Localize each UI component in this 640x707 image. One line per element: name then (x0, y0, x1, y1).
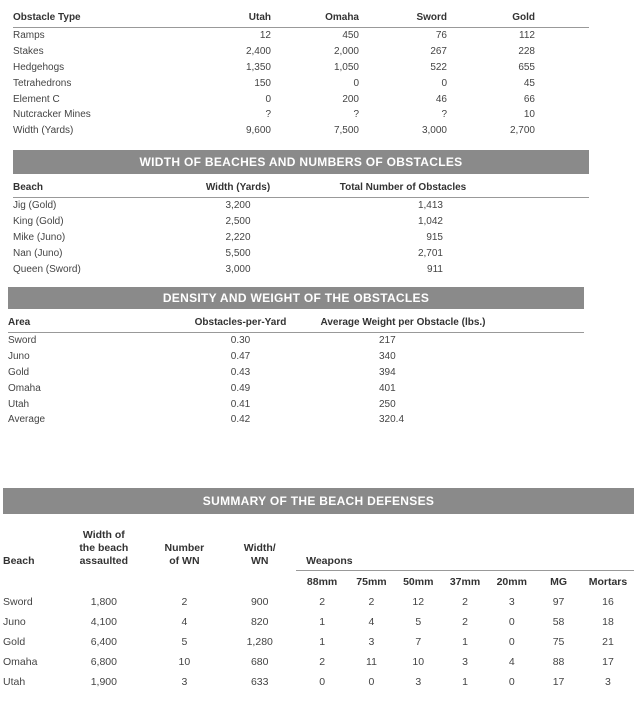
cell-value: 7 (415, 635, 422, 648)
cell-value: 3 (508, 596, 515, 609)
header-width-per-wn: Width/ WN (243, 542, 276, 567)
cell-value: 680 (250, 655, 269, 668)
beach-width-row (13, 230, 589, 246)
cell-value: 2,700 (509, 125, 535, 137)
beach-width-row (13, 261, 589, 277)
cell-value: 3 (368, 635, 375, 648)
weapons-subheader-row (3, 570, 634, 593)
cell-value: 2,701 (417, 247, 443, 259)
cell-value: 3,000 (421, 125, 447, 137)
cell-value: 0 (353, 77, 359, 89)
cell-value: 18 (602, 616, 614, 629)
cell-value: 17 (602, 655, 614, 668)
weapon-header: 88mm (296, 570, 348, 593)
cell-value: 0 (508, 616, 515, 629)
cell-value: 4,100 (90, 616, 117, 629)
cell-value: 4 (181, 616, 188, 629)
row-label: Hedgehogs (13, 61, 65, 73)
cell-value: 0.47 (230, 351, 251, 363)
weapon-header: Mortars (582, 570, 634, 593)
cell-value: 1,042 (417, 216, 443, 228)
row-label: Average (8, 414, 46, 426)
summary-row (3, 672, 634, 692)
cell-value: 4 (508, 655, 515, 668)
cell-value: 3 (605, 675, 611, 688)
cell-value: 200 (342, 93, 359, 105)
row-label: King (Gold) (13, 216, 64, 228)
density-weight-table (8, 313, 584, 428)
weapon-header: 37mm (442, 570, 489, 593)
header-weapons: Weapons (306, 554, 353, 567)
cell-value: 2,400 (245, 46, 271, 58)
cell-value: 394 (379, 366, 396, 378)
beach-widths-table (13, 178, 589, 277)
obstacle-row (13, 123, 589, 139)
cell-value: 0.30 (230, 335, 251, 347)
row-label: Jig (Gold) (13, 200, 57, 212)
cell-value: 75 (552, 635, 565, 648)
cell-value: 12 (259, 30, 271, 42)
row-label: Tetrahedrons (13, 77, 72, 89)
row-label: Nutcracker Mines (13, 109, 91, 121)
cell-value: 2,500 (225, 216, 251, 228)
header-beach: Beach (13, 182, 44, 193)
cell-value: 0 (441, 77, 447, 89)
cell-value: 5 (181, 635, 188, 648)
cell-value: 0.41 (230, 398, 251, 410)
cell-value: 267 (430, 46, 447, 58)
beach-width-row (13, 245, 589, 261)
cell-value: 1 (319, 635, 326, 648)
cell-value: 228 (518, 46, 535, 58)
row-label: Width (Yards) (13, 125, 74, 137)
cell-value: 1,280 (246, 635, 273, 648)
cell-value: 3,000 (225, 263, 251, 275)
cell-value: 2 (462, 616, 468, 629)
widths-banner: WIDTH OF BEACHES AND NUMBERS OF OBSTACLES (13, 150, 589, 174)
header-area: Area (8, 317, 31, 328)
cell-value: 320.4 (379, 414, 405, 426)
cell-value: 522 (430, 61, 447, 73)
cell-value: 5,500 (225, 247, 251, 259)
cell-value: 21 (602, 635, 614, 648)
obstacle-row (13, 44, 589, 60)
density-row (8, 365, 584, 381)
cell-value: 16 (602, 596, 614, 609)
header-average-weight: Average Weight per Obstacle (lbs.) (320, 317, 486, 328)
cell-value: 401 (379, 382, 396, 394)
cell-value: 10 (412, 655, 425, 668)
obstacle-row (13, 107, 589, 123)
header-omaha: Omaha (325, 12, 359, 23)
cell-value: 1,350 (245, 61, 271, 73)
obstacle-type-table (13, 8, 589, 139)
density-row (8, 380, 584, 396)
cell-value: 450 (342, 30, 359, 42)
row-label: Juno (8, 351, 30, 363)
row-label: Sword (8, 335, 37, 347)
row-label: Stakes (13, 46, 44, 58)
cell-value: 2 (368, 596, 375, 609)
cell-value: 97 (552, 596, 565, 609)
cell-value: 911 (427, 263, 443, 275)
cell-value: 10 (178, 655, 191, 668)
density-row (8, 349, 584, 365)
obstacle-row (13, 28, 589, 44)
header-sword: Sword (416, 12, 447, 23)
cell-value: ? (353, 109, 359, 121)
row-label: Juno (3, 616, 26, 629)
cell-value: 1 (462, 675, 468, 688)
cell-value: 12 (412, 596, 425, 609)
row-label: Mike (Juno) (13, 231, 66, 243)
cell-value: 250 (379, 398, 396, 410)
weapon-header: 50mm (395, 570, 442, 593)
weapon-header: MG (535, 570, 582, 593)
cell-value: 150 (254, 77, 271, 89)
header-beach: Beach (3, 555, 35, 567)
cell-value: 11 (366, 655, 377, 668)
density-row (8, 396, 584, 412)
header-obstacle-type: Obstacle Type (13, 12, 81, 23)
cell-value: 1,900 (90, 675, 117, 688)
cell-value: 1 (462, 635, 468, 648)
beach-width-row (13, 214, 589, 230)
cell-value: 217 (379, 335, 396, 347)
cell-value: 2 (319, 596, 326, 609)
cell-value: 3,200 (225, 200, 251, 212)
cell-value: 0.42 (230, 414, 251, 426)
beach-defenses-summary-table (3, 520, 634, 691)
header-beach-width: Width of the beach assaulted (79, 529, 129, 567)
cell-value: 17 (552, 675, 565, 688)
weapon-header: 75mm (348, 570, 395, 593)
cell-value: 0 (265, 93, 271, 105)
row-label: Sword (3, 596, 33, 609)
row-label: Queen (Sword) (13, 263, 81, 275)
cell-value: 1,050 (333, 61, 359, 73)
density-row (8, 333, 584, 349)
row-label: Gold (8, 366, 30, 378)
row-label: Element C (13, 93, 60, 105)
density-row (8, 412, 584, 428)
summary-row (3, 593, 634, 613)
obstacle-row (13, 60, 589, 76)
cell-value: 3 (462, 655, 468, 668)
header-utah: Utah (248, 12, 271, 23)
cell-value: 3 (415, 675, 422, 688)
summary-banner: SUMMARY OF THE BEACH DEFENSES (3, 488, 634, 514)
summary-row (3, 632, 634, 652)
weapon-header: 20mm (488, 570, 535, 593)
beach-width-row (13, 198, 589, 214)
header-gold: Gold (512, 12, 535, 23)
cell-value: 4 (368, 616, 375, 629)
cell-value: 915 (426, 231, 443, 243)
cell-value: 9,600 (245, 125, 271, 137)
cell-value: 1,413 (417, 200, 443, 212)
cell-value: 0.43 (230, 366, 251, 378)
cell-value: 2 (181, 596, 188, 609)
row-label: Gold (3, 635, 26, 648)
cell-value: 655 (518, 61, 535, 73)
cell-value: 7,500 (333, 125, 359, 137)
header-obstacles-per-yard: Obstacles-per-Yard (194, 317, 287, 328)
cell-value: 0.49 (230, 382, 251, 394)
cell-value: 0 (508, 675, 515, 688)
cell-value: 112 (519, 30, 535, 42)
summary-row (3, 612, 634, 632)
cell-value: 5 (415, 616, 422, 629)
cell-value: 45 (523, 77, 535, 89)
cell-value: ? (265, 109, 271, 121)
cell-value: 0 (508, 635, 515, 648)
cell-value: 820 (250, 616, 269, 629)
row-label: Omaha (8, 382, 41, 394)
row-label: Ramps (13, 30, 45, 42)
cell-value: 1,800 (90, 596, 117, 609)
obstacle-row (13, 91, 589, 107)
cell-value: 58 (552, 616, 565, 629)
cell-value: 1 (319, 616, 326, 629)
cell-value: 6,400 (90, 635, 117, 648)
cell-value: 10 (523, 109, 535, 121)
cell-value: 6,800 (90, 655, 117, 668)
obstacle-row (13, 75, 589, 91)
row-label: Utah (8, 398, 30, 410)
cell-value: 2,220 (225, 231, 251, 243)
row-label: Nan (Juno) (13, 247, 63, 259)
cell-value: 2 (462, 596, 468, 609)
header-width-yards: Width (Yards) (205, 182, 271, 193)
cell-value: 0 (319, 675, 326, 688)
cell-value: 900 (250, 596, 269, 609)
cell-value: 2,000 (333, 46, 359, 58)
cell-value: 633 (250, 675, 269, 688)
header-total-obstacles: Total Number of Obstacles (339, 182, 467, 193)
cell-value: 0 (368, 675, 375, 688)
cell-value: 46 (435, 93, 447, 105)
summary-row (3, 652, 634, 672)
cell-value: ? (441, 109, 447, 121)
cell-value: 88 (552, 655, 565, 668)
row-label: Utah (3, 675, 26, 688)
cell-value: 76 (435, 30, 447, 42)
cell-value: 340 (379, 351, 396, 363)
cell-value: 2 (319, 655, 326, 668)
row-label: Omaha (3, 655, 38, 668)
cell-value: 66 (523, 93, 535, 105)
density-banner: DENSITY AND WEIGHT OF THE OBSTACLES (8, 287, 584, 309)
header-number-of-wn: Number of WN (164, 542, 205, 567)
cell-value: 3 (181, 675, 188, 688)
